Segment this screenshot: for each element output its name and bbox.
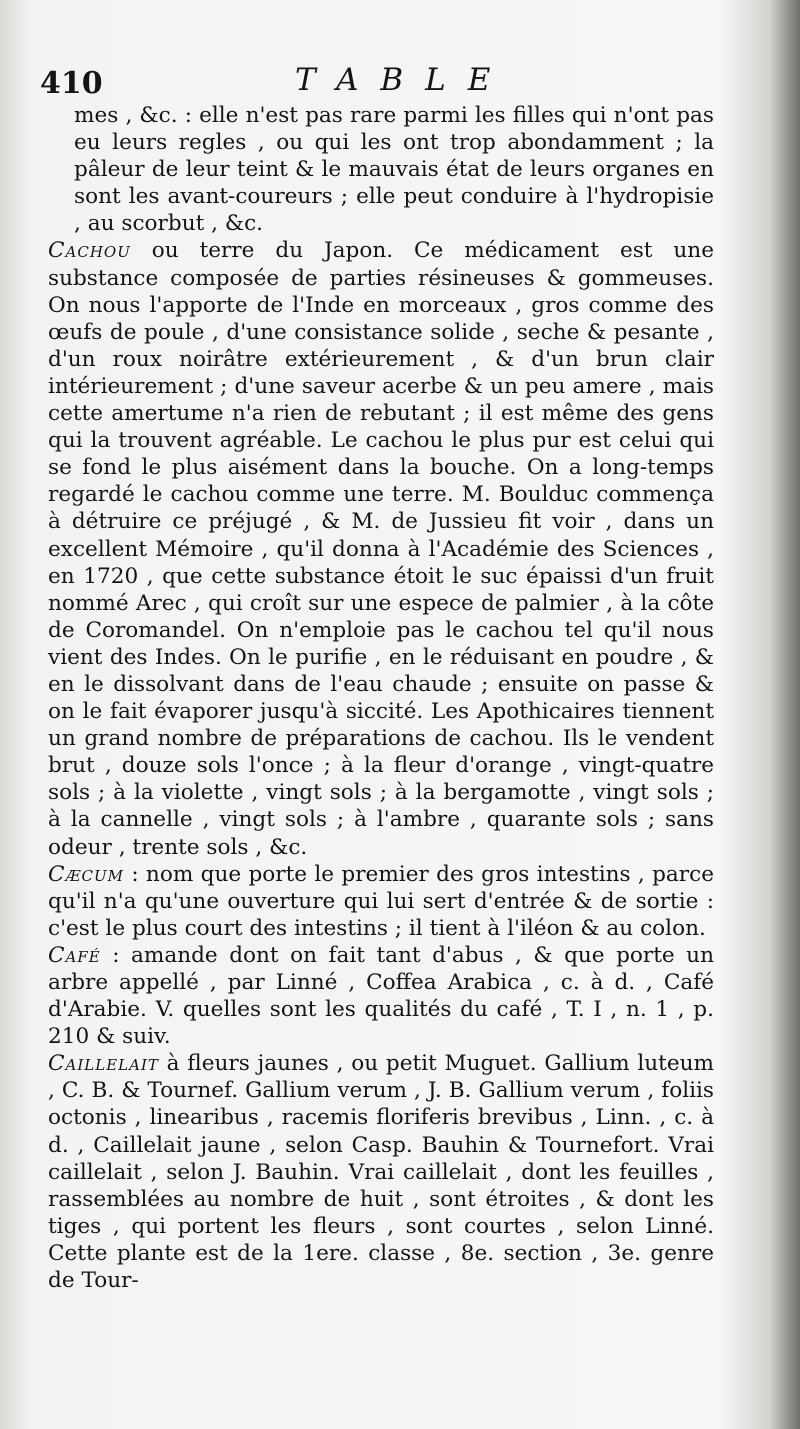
entry-text: ou terre du Japon. Ce médicament est une substance composée de parties résineuses & gommeuses. On nous l'apporte de l'Inde en morceaux , gros comme des œufs de poule , d'une consistance solide , seche & pesante , d'un roux noirâtre extérieurement , & d'un brun clair intérieurement ; d'une saveur acerbe & un peu amere , mais cette amertume n'a rien de rebutant ; il est même des gens qui la trouvent agréable. Le cachou le plus pur est celui qui se fond le plus aisément dans la bouche. On a long-temps regardé le cachou comme une terre. M. Boulduc commença à détruire ce préjugé , & M. de Jussieu fit voir , dans un excellent Mémoire , qu'il donna à l'Académie des Sciences , en 1720 , que cette substance étoit le suc épaissi d'un fruit nommé Arec , qui croît sur une espece de palmier , à la côte de Coromandel. On n'emploie pas le cachou tel qu'il nous vient des Indes. On le purifie , en le réduisant en poudre , & en le dissolvant dans de l'eau chaude ; ensuite on passe & on le fait évaporer jusqu'à siccité. Les Apothicaires tiennent un grand nombre de préparations de cachou. Ils le vendent brut , douze sols l'once ; à la fleur d'orange , vingt-quatre sols ; à la violette , vingt sols ; à la bergamotte , vingt sols ; à la cannelle , vingt sols ; à l'ambre , quarante sols ; sans odeur , trente sols , &c. — [48, 238, 714, 860]
entry-cafe — [48, 942, 714, 1050]
entry-text: : amande dont on fait tant d'abus , & que porte un arbre appellé , par Linné , Coffea Arabica , c. à d. , Café d'Arabie. V. quelles sont les qualités du café , T. I , n. 1 , p. 210 & suiv. — [48, 942, 714, 1050]
entry-term: Caillelait — [48, 1051, 159, 1077]
running-title: TABLE — [295, 62, 513, 98]
entry-continuation — [74, 102, 714, 237]
entry-term: Cæcum — [48, 861, 125, 887]
page-header — [40, 62, 760, 102]
entry-caillelait — [48, 1050, 714, 1294]
entry-text: mes , &c. : elle n'est pas rare parmi les filles qui n'ont pas eu leurs regles , ou qui les ont trop abondamment ; la pâleur de leur teint & le mauvais état de leurs organes en sont les avant-coureurs ; elle peut conduire à l'hydropisie , au scorbut , &c. — [74, 103, 714, 237]
entry-text: à fleurs jaunes , ou petit Muguet. Gallium luteum , C. B. & Tournef. Gallium verum , J. B. Gallium verum , foliis octonis , linearibus , racemis floriferis brevibus , Linn. , c. à d. , Caillelait jaune , selon Casp. Bauhin & Tournefort. Vrai caillelait , selon J. Bauhin. Vrai caillelait , dont les feuilles , rassemblées au nombre de huit , sont étroites , & dont les tiges , qui portent les fleurs , sont courtes , selon Linné. Cette plante est de la 1ere. classe , 8e. section , 3e. genre de Tour- — [48, 1051, 714, 1294]
page-number: 410 — [40, 66, 103, 101]
entry-term: Cachou — [48, 238, 131, 264]
entry-term: Café — [48, 942, 101, 968]
page-body — [48, 102, 714, 1294]
entry-cachou — [48, 237, 714, 860]
entry-text: : nom que porte le premier des gros intestins , parce qu'il n'a qu'une ouverture qui lui sert d'entrée & de sortie : c'est le plus court des intestins ; il tient à l'iléon & au colon. — [48, 861, 714, 941]
entry-caecum — [48, 861, 714, 942]
